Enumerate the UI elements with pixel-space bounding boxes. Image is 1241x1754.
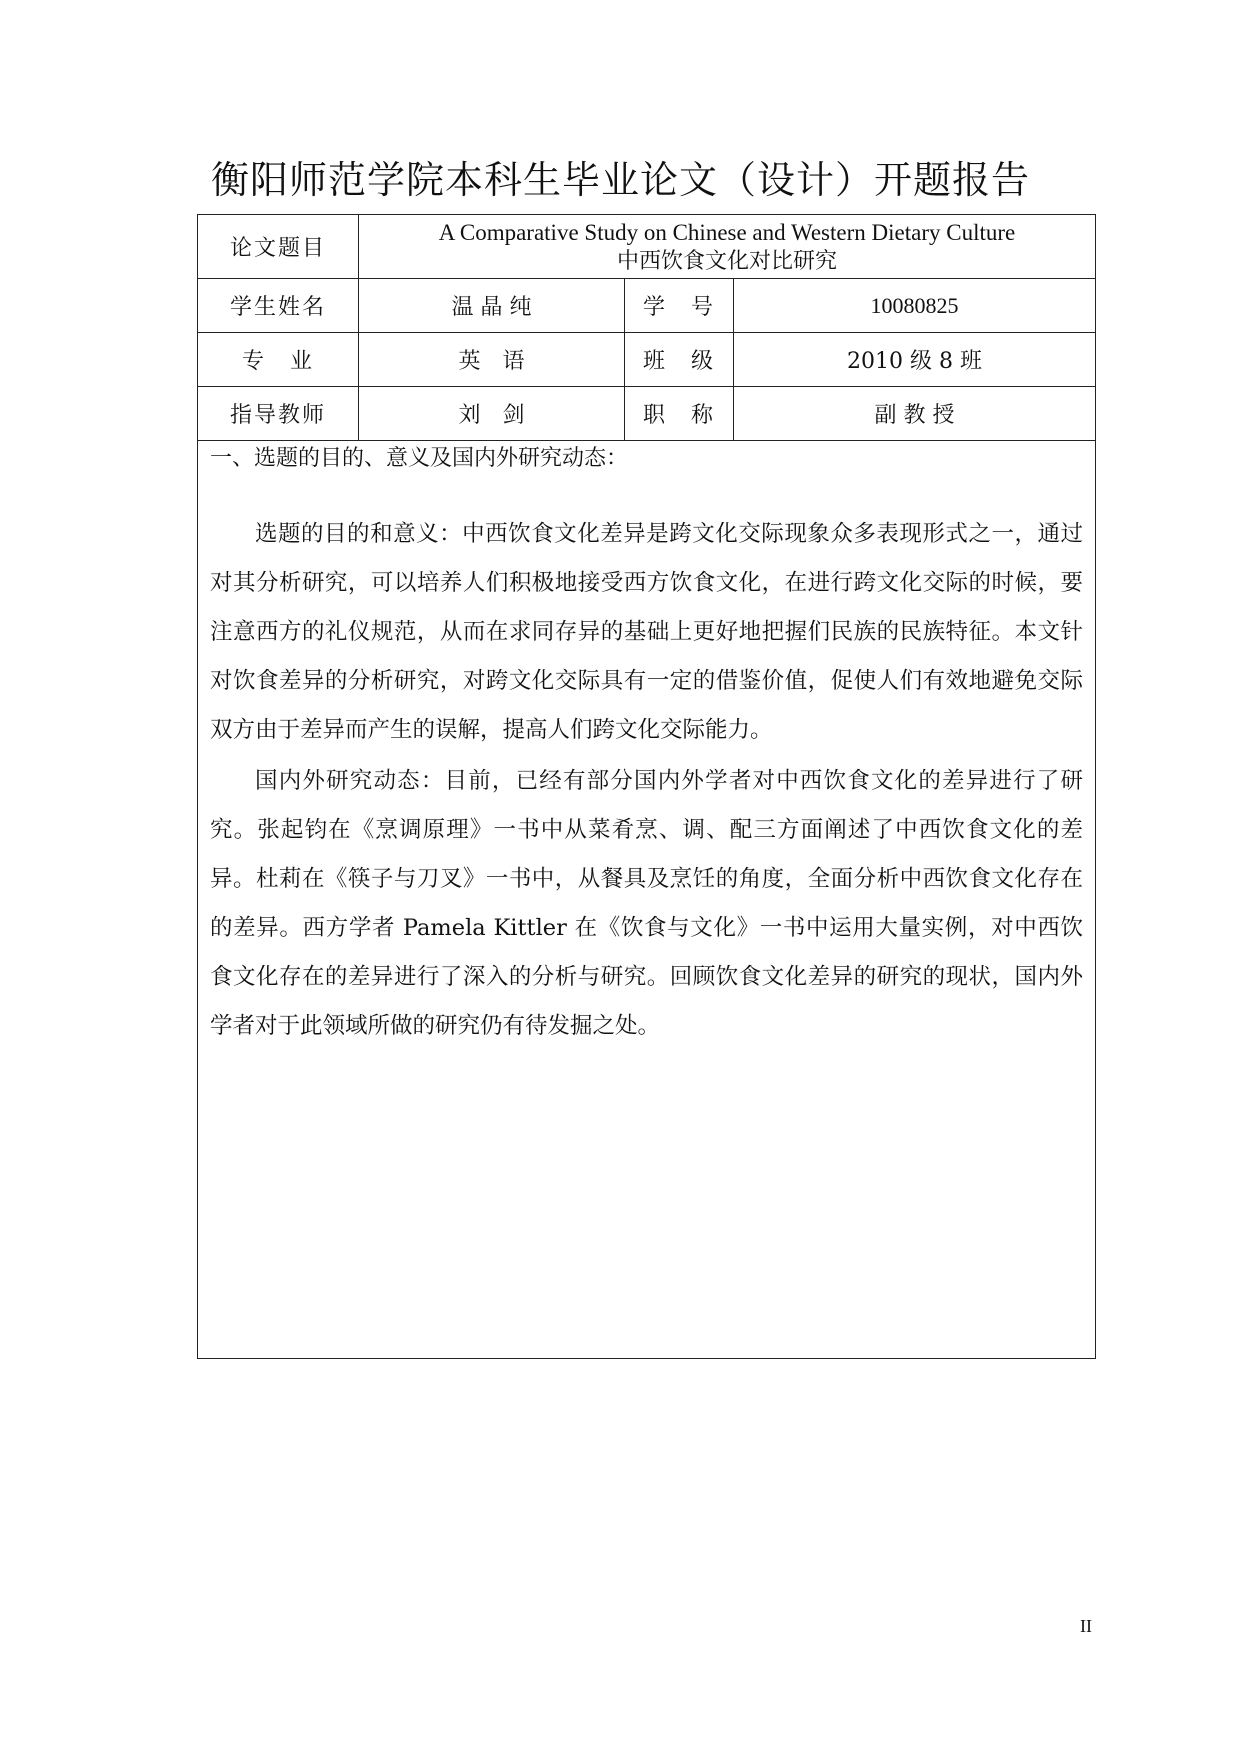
student-id-value: 10080825 [734,279,1096,333]
advisor-row [198,387,1096,441]
major-label: 专 业 [198,333,359,387]
purpose-paragraph: 选题的目的和意义：中西饮食文化差异是跨文化交际现象众多表现形式之一，通过对其分析研究，可以培养人们积极地接受西方饮食文化，在进行跨文化交际的时候，要注意西方的礼仪规范，从而在求同存异的基础上更好地把握们民族的民族特征。本文针对饮食差异的分析研究，对跨文化交际具有一定的借鉴价值，促使人们有效地避免交际双方由于差异而产生的误解，提高人们跨文化交际能力。 [210,521,1083,743]
student-row [198,279,1096,333]
research-content-cell [198,441,1096,1359]
major-row [198,333,1096,387]
research-status-paragraph: 国内外研究动态：目前，已经有部分国内外学者对中西饮食文化的差异进行了研究。张起钧在《烹调原理》一书中从菜肴烹、调、配三方面阐述了中西饮食文化的差异。杜莉在《筷子与刀叉》一书中，从餐具及烹饪的角度，全面分析中西饮食文化存在的差异。西方学者 Pamela Kittler 在《饮食与文化》一书中运用大量实例，对中西饮食文化存在的差异进行了深入的分析与研究。回顾饮食文化差异的研究的现状，国内外学者对于此领域所做的研究仍有待发掘之处。 [210,768,1083,1039]
student-id-label: 学 号 [625,279,734,333]
advisor-label: 指导教师 [198,387,359,441]
content-row [198,441,1096,1359]
thesis-title-label: 论文题目 [198,215,359,279]
page-title: 衡阳师范学院本科生毕业论文（设计）开题报告 [210,158,1030,202]
advisor-title-label: 职 称 [625,387,734,441]
advisor-title-value: 副 教 授 [734,387,1096,441]
proposal-form-table [197,214,1096,1359]
advisor-value: 刘 剑 [359,387,625,441]
thesis-title-zh: 中西饮食文化对比研究 [616,248,837,274]
class-label: 班 级 [625,333,734,387]
major-value: 英 语 [359,333,625,387]
page-number: II [1080,1616,1092,1636]
thesis-title-cell [359,215,1096,279]
class-value: 2010 级 8 班 [734,333,1096,387]
section-heading: 一、选题的目的、意义及国内外研究动态： [210,446,629,471]
thesis-title-en: A Comparative Study on Chinese and Western Dietary Culture [438,219,1016,245]
thesis-title-row [198,215,1096,279]
student-name-label: 学生姓名 [198,279,359,333]
student-name-value: 温 晶 纯 [359,279,625,333]
